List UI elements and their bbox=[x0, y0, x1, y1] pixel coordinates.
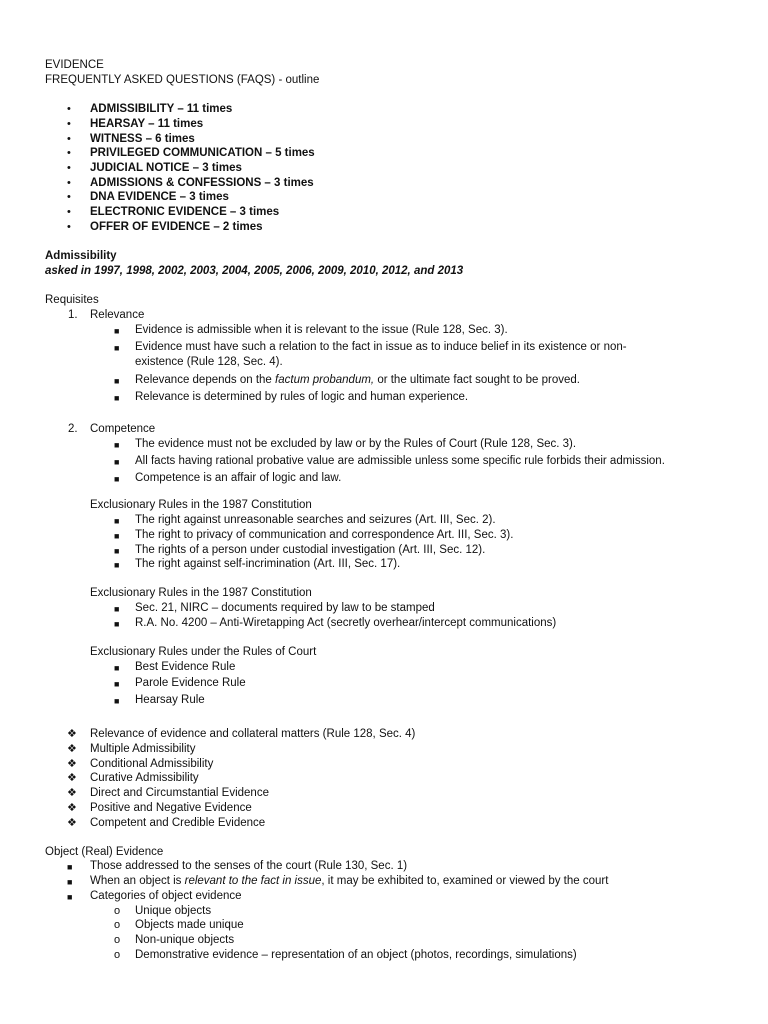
object-evidence-item bbox=[90, 874, 608, 889]
bullet-marker: • bbox=[67, 177, 71, 189]
exclusionary-item: Best Evidence Rule bbox=[135, 661, 236, 673]
square-bullet-marker: ■ bbox=[114, 326, 120, 336]
list-number: 2. bbox=[68, 423, 78, 435]
square-bullet-marker: ■ bbox=[67, 862, 73, 872]
topic-item: Positive and Negative Evidence bbox=[90, 802, 252, 814]
faq-item: ADMISSIBILITY – 11 times bbox=[90, 103, 233, 115]
section-heading-admissibility: Admissibility bbox=[45, 250, 117, 262]
diamond-bullet-marker: ❖ bbox=[67, 817, 77, 829]
square-bullet-marker: ■ bbox=[114, 696, 120, 706]
relevance-item: Evidence must have such a relation to the fact in issue as to induce belief in its existence or non- bbox=[135, 341, 627, 353]
diamond-bullet-marker: ❖ bbox=[67, 802, 77, 814]
category-item: Unique objects bbox=[135, 905, 212, 917]
bullet-marker: • bbox=[67, 133, 71, 145]
exclusionary-heading: Exclusionary Rules in the 1987 Constitution bbox=[90, 499, 312, 511]
diamond-bullet-marker: ❖ bbox=[67, 772, 77, 784]
exclusionary-item: Hearsay Rule bbox=[135, 694, 205, 706]
competence-item: Competence is an affair of logic and law. bbox=[135, 472, 342, 484]
exclusionary-item: The rights of a person under custodial investigation (Art. III, Sec. 12). bbox=[135, 544, 486, 556]
square-bullet-marker: ■ bbox=[67, 877, 73, 887]
diamond-bullet-marker: ❖ bbox=[67, 787, 77, 799]
bullet-marker: • bbox=[67, 162, 71, 174]
competence-item: The evidence must not be excluded by law or by the Rules of Court (Rule 128, Sec. 3). bbox=[135, 438, 577, 450]
topic-item: Conditional Admissibility bbox=[90, 758, 214, 770]
exclusionary-heading: Exclusionary Rules in the 1987 Constitution bbox=[90, 587, 312, 599]
faq-item: PRIVILEGED COMMUNICATION – 5 times bbox=[90, 147, 315, 159]
requisites-heading: Requisites bbox=[45, 294, 99, 306]
relevance-item: Relevance is determined by rules of logic and human experience. bbox=[135, 391, 469, 403]
faq-item: ELECTRONIC EVIDENCE – 3 times bbox=[90, 206, 280, 218]
faq-item: OFFER OF EVIDENCE – 2 times bbox=[90, 221, 263, 233]
square-bullet-marker: ■ bbox=[114, 546, 120, 556]
exclusionary-item: R.A. No. 4200 – Anti-Wiretapping Act (secretly overhear/intercept communications) bbox=[135, 617, 557, 629]
circle-bullet-marker: o bbox=[114, 919, 121, 931]
text-run: Relevance depends on the bbox=[135, 374, 276, 386]
exclusionary-item: Parole Evidence Rule bbox=[135, 677, 246, 689]
list-number: 1. bbox=[68, 309, 78, 321]
square-bullet-marker: ■ bbox=[114, 679, 120, 689]
bullet-marker: • bbox=[67, 221, 71, 233]
relevant-term: relevant to the fact in issue bbox=[184, 875, 322, 887]
faq-item: DNA EVIDENCE – 3 times bbox=[90, 191, 229, 203]
square-bullet-marker: ■ bbox=[67, 892, 73, 902]
faq-item: HEARSAY – 11 times bbox=[90, 118, 204, 130]
exclusionary-heading: Exclusionary Rules under the Rules of Court bbox=[90, 646, 317, 658]
square-bullet-marker: ■ bbox=[114, 604, 120, 614]
topic-item: Direct and Circumstantial Evidence bbox=[90, 787, 269, 799]
category-item: Non-unique objects bbox=[135, 934, 235, 946]
exclusionary-item: The right against self-incrimination (Art. III, Sec. 17). bbox=[135, 558, 401, 570]
relevance-item: Evidence is admissible when it is relevant to the issue (Rule 128, Sec. 3). bbox=[135, 324, 508, 336]
bullet-marker: • bbox=[67, 103, 71, 115]
diamond-bullet-marker: ❖ bbox=[67, 758, 77, 770]
square-bullet-marker: ■ bbox=[114, 474, 120, 484]
competence-item: All facts having rational probative value are admissible unless some specific rule forbids their admission. bbox=[135, 455, 665, 467]
relevance-heading: Relevance bbox=[90, 309, 145, 321]
diamond-bullet-marker: ❖ bbox=[67, 743, 77, 755]
circle-bullet-marker: o bbox=[114, 934, 121, 946]
faq-item: JUDICIAL NOTICE – 3 times bbox=[90, 162, 242, 174]
square-bullet-marker: ■ bbox=[114, 457, 120, 467]
text-run: , it may be exhibited to, examined or viewed by the court bbox=[321, 875, 609, 887]
bullet-marker: • bbox=[67, 118, 71, 130]
faq-item: ADMISSIONS & CONFESSIONS – 3 times bbox=[90, 177, 314, 189]
topic-item: Competent and Credible Evidence bbox=[90, 817, 266, 829]
doc-subtitle: FREQUENTLY ASKED QUESTIONS (FAQS) - outline bbox=[45, 74, 320, 86]
square-bullet-marker: ■ bbox=[114, 531, 120, 541]
object-evidence-item: Those addressed to the senses of the court (Rule 130, Sec. 1) bbox=[90, 860, 408, 872]
circle-bullet-marker: o bbox=[114, 949, 121, 961]
square-bullet-marker: ■ bbox=[114, 393, 120, 403]
asked-years: asked in 1997, 1998, 2002, 2003, 2004, 2005, 2006, 2009, 2010, 2012, and 2013 bbox=[45, 265, 464, 277]
relevance-item bbox=[135, 373, 580, 388]
bullet-marker: • bbox=[67, 206, 71, 218]
category-item: Objects made unique bbox=[135, 919, 244, 931]
square-bullet-marker: ■ bbox=[114, 663, 120, 673]
exclusionary-item: The right against unreasonable searches and seizures (Art. III, Sec. 2). bbox=[135, 514, 496, 526]
square-bullet-marker: ■ bbox=[114, 560, 120, 570]
object-evidence-item: Categories of object evidence bbox=[90, 890, 242, 902]
text-run: When an object is bbox=[90, 875, 185, 887]
text-run: or the ultimate fact sought to be proved. bbox=[374, 374, 580, 386]
diamond-bullet-marker: ❖ bbox=[67, 728, 77, 740]
square-bullet-marker: ■ bbox=[114, 440, 120, 450]
topic-item: Relevance of evidence and collateral matters (Rule 128, Sec. 4) bbox=[90, 728, 416, 740]
square-bullet-marker: ■ bbox=[114, 376, 120, 386]
category-item: Demonstrative evidence – representation of an object (photos, recordings, simulations) bbox=[135, 949, 577, 961]
bullet-marker: • bbox=[67, 191, 71, 203]
exclusionary-item: Sec. 21, NIRC – documents required by law to be stamped bbox=[135, 602, 435, 614]
faq-item: WITNESS – 6 times bbox=[90, 133, 195, 145]
object-evidence-heading: Object (Real) Evidence bbox=[45, 846, 164, 858]
bullet-marker: • bbox=[67, 147, 71, 159]
topic-item: Multiple Admissibility bbox=[90, 743, 196, 755]
factum-probandum-term: factum probandum, bbox=[275, 374, 375, 386]
relevance-item-continued: existence (Rule 128, Sec. 4). bbox=[135, 356, 283, 368]
square-bullet-marker: ■ bbox=[114, 343, 120, 353]
square-bullet-marker: ■ bbox=[114, 619, 120, 629]
topic-item: Curative Admissibility bbox=[90, 772, 199, 784]
exclusionary-item: The right to privacy of communication and correspondence Art. III, Sec. 3). bbox=[135, 529, 514, 541]
competence-heading: Competence bbox=[90, 423, 156, 435]
square-bullet-marker: ■ bbox=[114, 516, 120, 526]
circle-bullet-marker: o bbox=[114, 905, 121, 917]
doc-title: EVIDENCE bbox=[45, 59, 104, 71]
